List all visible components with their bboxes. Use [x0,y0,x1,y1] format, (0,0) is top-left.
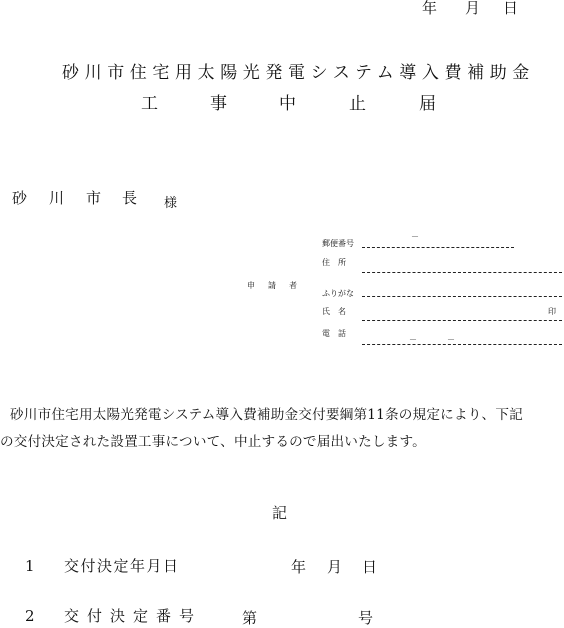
addressee-char-3: 市 [86,189,102,207]
addressee-char-4: 長 [122,189,138,207]
furigana-label: ふりがな [322,289,354,298]
address-line [362,272,562,273]
item-2-go: 号 [358,609,374,627]
phone-line [362,344,562,345]
phone-label: 電 話 [322,329,346,338]
date-month-label: 月 [465,0,481,17]
title-char-2: 事 [210,94,227,114]
item-1-number: 1 [25,557,35,575]
item-1-day: 日 [362,558,378,576]
postal-code-line [362,247,514,248]
name-label: 氏 名 [322,307,346,316]
item-1-year: 年 [291,558,307,576]
title-char-5: 届 [419,94,436,114]
date-day-label: 日 [503,0,519,17]
applicant-label-char-1: 申 [247,281,255,290]
furigana-line [362,296,562,297]
date-year-label: 年 [422,0,438,17]
addressee-honorific: 様 [164,196,178,211]
name-line [362,320,562,321]
body-text-line1: 砂川市住宅用太陽光発電システム導入費補助金交付要綱第11条の規定により、下記 [10,407,523,423]
phone-separator-2: － [447,335,455,344]
item-2-label: 交付決定番号 [64,607,203,625]
applicant-label-char-3: 者 [289,281,297,290]
document-title-line1: 砂川市住宅用太陽光発電システム導入費補助金 [62,63,535,83]
ki-heading: 記 [272,504,288,522]
title-char-1: 工 [141,94,158,114]
addressee-char-1: 砂 [12,189,28,207]
item-2-dai: 第 [242,609,258,627]
seal-mark: 印 [548,307,556,316]
title-char-3: 中 [279,94,296,114]
item-2-number: 2 [25,607,35,625]
phone-separator-1: － [409,335,417,344]
applicant-label-char-2: 請 [268,281,276,290]
body-text-line2: の交付決定された設置工事について、中止するので届出いたします。 [0,434,426,450]
address-label: 住 所 [322,258,346,267]
addressee-char-2: 川 [49,189,65,207]
postal-code-separator: － [411,232,419,241]
item-1-month: 月 [327,558,343,576]
postal-code-label: 郵便番号 [322,239,354,248]
title-char-4: 止 [349,94,366,114]
item-1-label: 交付決定年月日 [64,557,180,575]
